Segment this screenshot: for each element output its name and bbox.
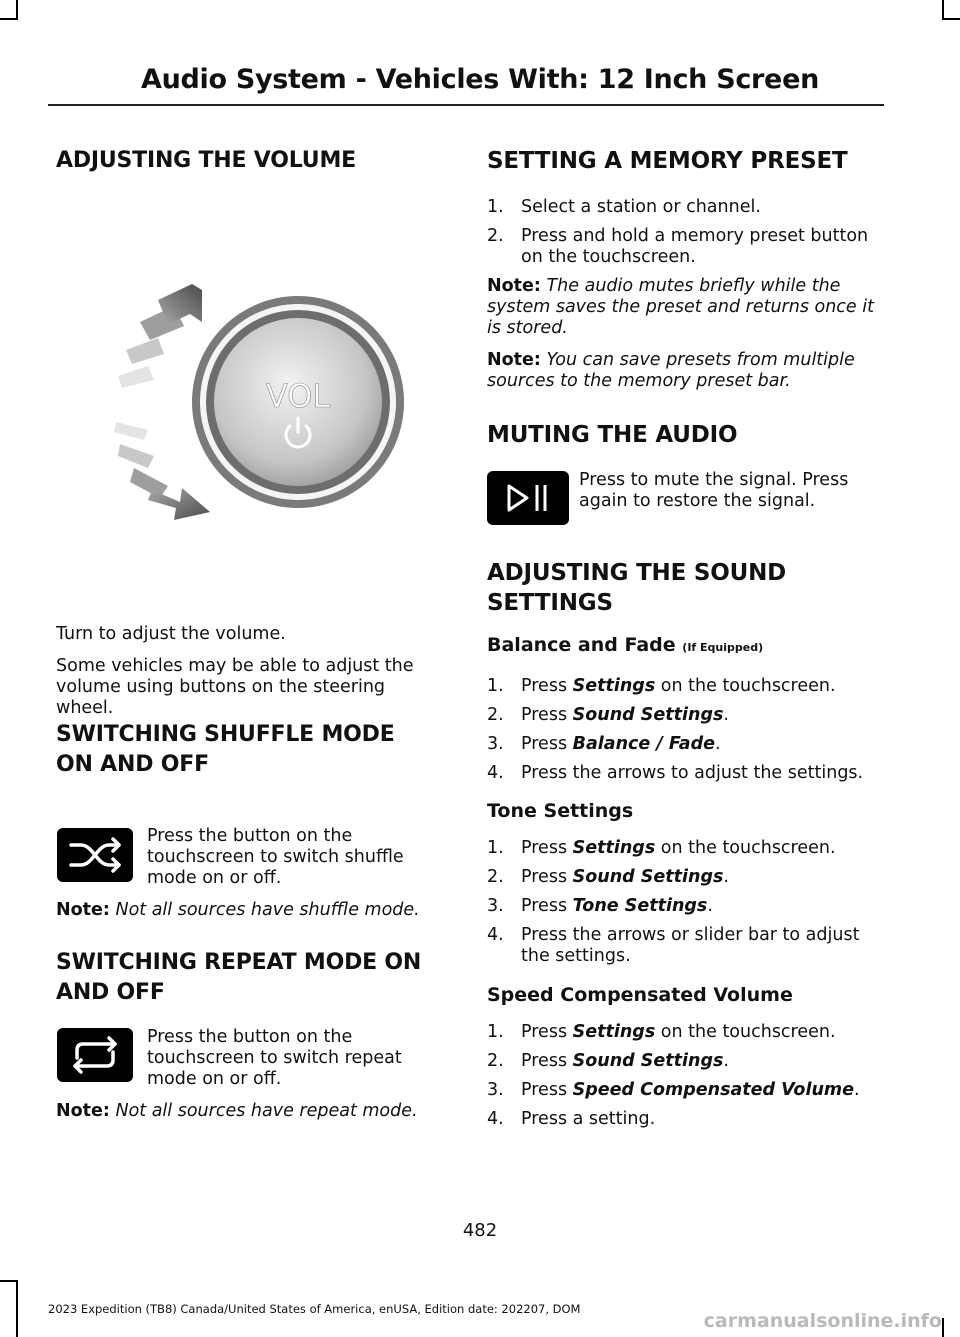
text-run: Press xyxy=(521,1051,573,1071)
list-number: 4. xyxy=(487,1109,504,1129)
list-text: Select a station or channel. xyxy=(521,197,761,217)
list-text xyxy=(521,1080,891,1101)
volume-down-arrow-icon xyxy=(114,422,210,520)
volume-up-arrow-icon xyxy=(118,284,202,388)
list-number: 4. xyxy=(487,763,504,783)
note-text: system saves the preset and returns once it xyxy=(487,297,874,317)
text-line: Press the button on the xyxy=(147,826,353,846)
list-text xyxy=(521,676,891,697)
text-run: Press xyxy=(521,838,573,858)
list-number: 1. xyxy=(487,197,504,217)
if-equipped-tag: (If Equipped) xyxy=(682,641,764,654)
note-text: The audio mutes briefly while the xyxy=(546,276,841,296)
shuffle-note xyxy=(56,900,420,921)
list-text xyxy=(521,867,891,888)
note-label: Note: xyxy=(56,900,110,920)
crop-mark xyxy=(16,0,18,20)
shuffle-heading xyxy=(56,720,395,780)
note-label: Note: xyxy=(56,1101,110,1121)
ui-term: Sound Settings xyxy=(572,1051,724,1071)
list-number: 1. xyxy=(487,838,504,858)
text-run: on the touchscreen. xyxy=(655,1022,836,1042)
footer-edition-info: 2023 Expedition (TB8) Canada/United States of America, enUSA, Edition date: 202207, DOM xyxy=(48,1302,581,1316)
list-number: 3. xyxy=(487,1080,504,1100)
list-number: 1. xyxy=(487,676,504,696)
balance-fade-heading xyxy=(487,634,763,656)
text-run: . xyxy=(715,734,721,754)
ui-term: Settings xyxy=(572,1022,656,1042)
list-text xyxy=(521,896,891,917)
list-number: 3. xyxy=(487,896,504,916)
note-label: Note: xyxy=(487,276,541,296)
list-text xyxy=(521,1051,891,1072)
ui-term: Sound Settings xyxy=(572,867,724,887)
list-text xyxy=(521,1022,891,1043)
text-run: Press xyxy=(521,734,573,754)
text-line: again to restore the signal. xyxy=(579,491,816,511)
ui-term: Settings xyxy=(572,676,656,696)
list-number: 2. xyxy=(487,867,504,887)
text-line: touchscreen to switch repeat xyxy=(147,1048,402,1068)
sound-settings-heading xyxy=(487,558,786,618)
preset-note-1 xyxy=(487,276,887,339)
list-number: 4. xyxy=(487,925,504,945)
text-line: Press the button on the xyxy=(147,1027,353,1047)
text-line: Some vehicles may be able to adjust the xyxy=(56,656,414,676)
preset-heading: SETTING A MEMORY PRESET xyxy=(487,148,848,174)
note-text: Not all sources have shuffle mode. xyxy=(115,900,420,920)
text-run: Press xyxy=(521,867,573,887)
list-number: 2. xyxy=(487,1051,504,1071)
text-line: volume using buttons on the steering xyxy=(56,677,386,697)
ui-term: Speed Compensated Volume xyxy=(572,1080,855,1100)
crop-mark xyxy=(942,0,944,20)
list-text xyxy=(521,734,891,755)
volume-steering-note xyxy=(56,656,414,719)
text-run: Press xyxy=(521,896,573,916)
list-number: 2. xyxy=(487,226,504,246)
text-run: Press xyxy=(521,705,573,725)
heading-line: SETTINGS xyxy=(487,590,613,616)
text-line: mode on or off. xyxy=(147,1069,282,1089)
note-text: is stored. xyxy=(487,318,568,338)
text-run: . xyxy=(723,705,729,725)
shuffle-description xyxy=(147,826,404,889)
text-run: Press xyxy=(521,676,573,696)
note-label: Note: xyxy=(487,350,541,370)
text-run: . xyxy=(723,867,729,887)
note-text: sources to the memory preset bar. xyxy=(487,371,791,391)
heading-line: SWITCHING SHUFFLE MODE xyxy=(56,722,395,747)
volume-knob-illustration xyxy=(110,280,410,520)
preset-note-2 xyxy=(487,350,887,392)
note-text: You can save presets from multiple xyxy=(546,350,855,370)
header-divider xyxy=(48,104,884,106)
text-run: on the touchscreen. xyxy=(655,838,836,858)
list-text xyxy=(521,705,891,726)
repeat-description xyxy=(147,1027,402,1090)
text-run: . xyxy=(707,896,713,916)
mute-description xyxy=(579,470,848,512)
heading-line: SWITCHING REPEAT MODE ON xyxy=(56,950,422,975)
repeat-heading xyxy=(56,948,421,1008)
text-run: . xyxy=(854,1080,860,1100)
speed-compensated-volume-heading: Speed Compensated Volume xyxy=(487,984,793,1006)
crop-mark xyxy=(0,1280,18,1282)
list-number: 2. xyxy=(487,705,504,725)
text-line: on the touchscreen. xyxy=(521,247,696,267)
tone-settings-heading: Tone Settings xyxy=(487,800,634,822)
text-run: on the touchscreen. xyxy=(655,676,836,696)
heading-line: AND OFF xyxy=(56,980,165,1005)
list-text xyxy=(521,226,891,268)
text-line: wheel. xyxy=(56,698,114,718)
knob-vol-label: VOL xyxy=(265,377,331,415)
list-number: 3. xyxy=(487,734,504,754)
page-title: Audio System - Vehicles With: 12 Inch Screen xyxy=(140,64,820,95)
list-text xyxy=(521,763,891,784)
text-line: mode on or off. xyxy=(147,868,282,888)
ui-term: Settings xyxy=(572,838,656,858)
volume-heading: ADJUSTING THE VOLUME xyxy=(56,148,356,173)
crop-mark xyxy=(0,18,18,20)
list-number: 1. xyxy=(487,1022,504,1042)
text-line: Press to mute the signal. Press xyxy=(579,470,849,490)
crop-mark xyxy=(16,1280,18,1337)
text-line: Press and hold a memory preset button xyxy=(521,226,869,246)
text-run: Press a setting. xyxy=(521,1109,656,1129)
text-line: touchscreen to switch shuffle xyxy=(147,847,404,867)
page-number: 482 xyxy=(462,1220,498,1241)
repeat-note xyxy=(56,1101,418,1122)
list-text xyxy=(521,1109,891,1130)
text-line: Press the arrows or slider bar to adjust xyxy=(521,925,860,945)
ui-term: Tone Settings xyxy=(572,896,708,916)
crop-mark xyxy=(942,18,960,20)
text-run: Press xyxy=(521,1022,573,1042)
heading-line: ADJUSTING THE SOUND xyxy=(487,560,787,586)
note-text: Not all sources have repeat mode. xyxy=(115,1101,418,1121)
ui-term: Sound Settings xyxy=(572,705,724,725)
text-line: the settings. xyxy=(521,946,631,966)
text-run: Press xyxy=(521,1080,573,1100)
shuffle-icon xyxy=(57,828,133,882)
subheading-text: Balance and Fade xyxy=(487,634,676,656)
list-text xyxy=(521,838,891,859)
list-text xyxy=(521,925,891,967)
play-pause-mute-icon xyxy=(487,471,569,525)
repeat-icon xyxy=(57,1028,133,1082)
mute-heading: MUTING THE AUDIO xyxy=(487,422,738,448)
heading-line: ON AND OFF xyxy=(56,752,209,777)
crop-mark xyxy=(942,1318,944,1337)
watermark: carmanualsonline.info xyxy=(703,1310,942,1332)
volume-instruction: Turn to adjust the volume. xyxy=(56,624,286,644)
text-run: . xyxy=(723,1051,729,1071)
text-run: Press the arrows to adjust the settings. xyxy=(521,763,864,783)
ui-term: Balance / Fade xyxy=(572,734,716,754)
